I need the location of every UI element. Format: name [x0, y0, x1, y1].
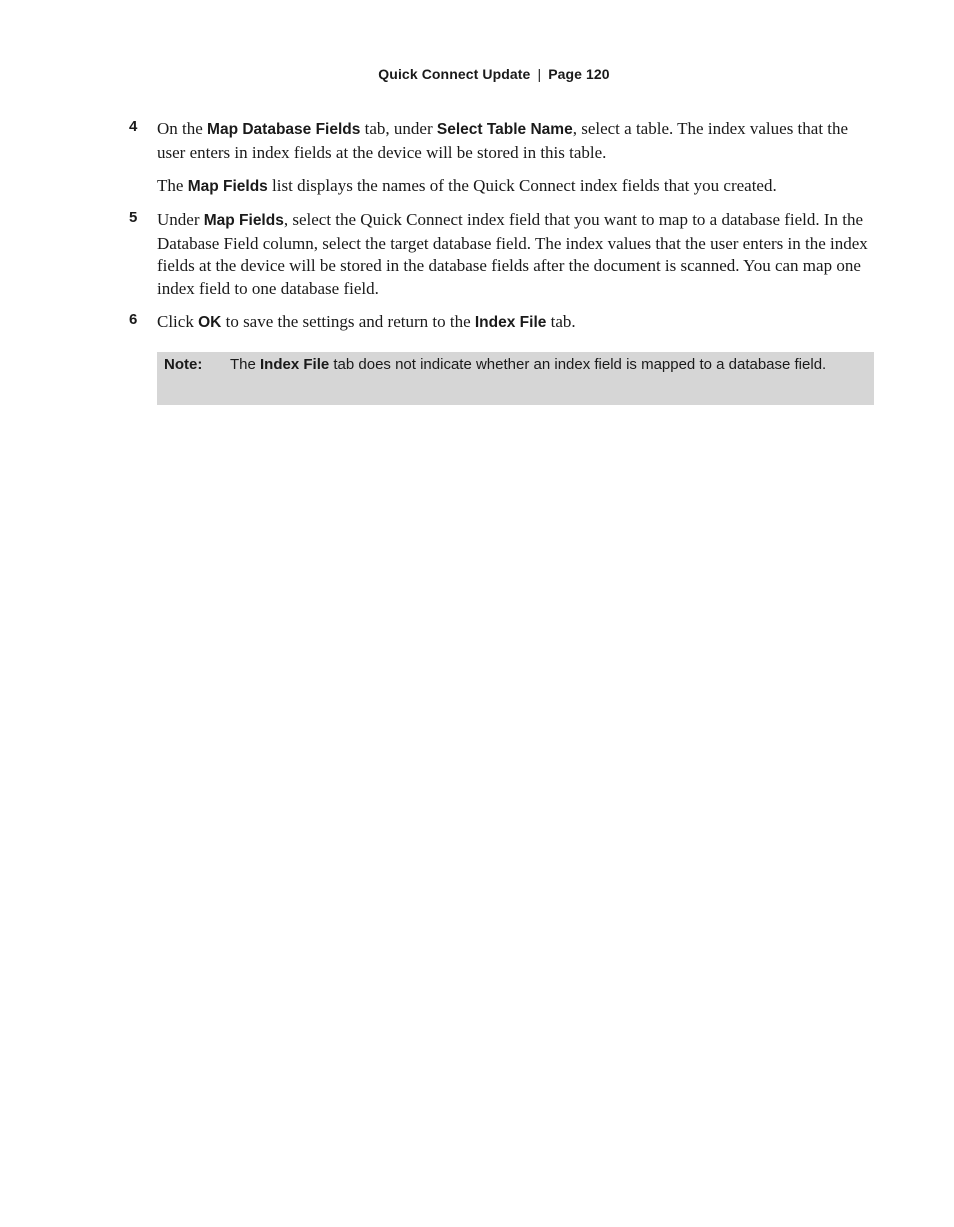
step-text [157, 118, 875, 164]
text-run: Under [157, 210, 204, 229]
ui-term-map-database-fields: Map Database Fields [207, 121, 361, 138]
text-run: , select a table. The index values that the user enters in index fields at the device will be stored in this table. [157, 119, 849, 162]
text-run: The [230, 356, 261, 373]
note-box [157, 352, 874, 405]
page-number: Page 120 [548, 66, 610, 82]
text-run: tab, under [360, 119, 437, 138]
text-run: list displays the names of the Quick Connect index fields that you created. [267, 176, 777, 195]
page-header [0, 66, 954, 82]
step-number: 6 [129, 311, 138, 328]
step-number: 4 [129, 118, 138, 135]
step-text [157, 209, 875, 301]
note-text [230, 355, 860, 376]
document-title: Quick Connect Update [378, 66, 531, 82]
ui-term-index-file: Index File [474, 314, 547, 331]
step-4-followup [157, 175, 874, 199]
note-label: Note: [164, 356, 203, 373]
text-run: to save the settings and return to the [221, 312, 475, 331]
ui-term-map-fields: Map Fields [187, 178, 268, 195]
ui-term-select-table-name: Select Table Name [436, 121, 573, 138]
step-number: 5 [129, 209, 138, 226]
step-text [157, 311, 875, 335]
text-run: , select the Quick Connect index field that you want to map to a database field. In the Database Field column, select the target database field. The index values that the user enters in the index fields at the device will be stored in the database fields after the document is scanned. You can map one index field to one database field. [157, 210, 868, 299]
text-run: On the [157, 119, 208, 138]
text-run: tab. [546, 312, 576, 331]
text-run: tab does not indicate whether an index field is mapped to a database field. [329, 356, 827, 373]
ui-term-ok: OK [198, 314, 222, 331]
header-separator: | [537, 66, 542, 82]
text-run: Click [157, 312, 199, 331]
text-run: The [157, 176, 188, 195]
ui-term-map-fields: Map Fields [203, 212, 284, 229]
ui-term-index-file: Index File [260, 356, 330, 373]
